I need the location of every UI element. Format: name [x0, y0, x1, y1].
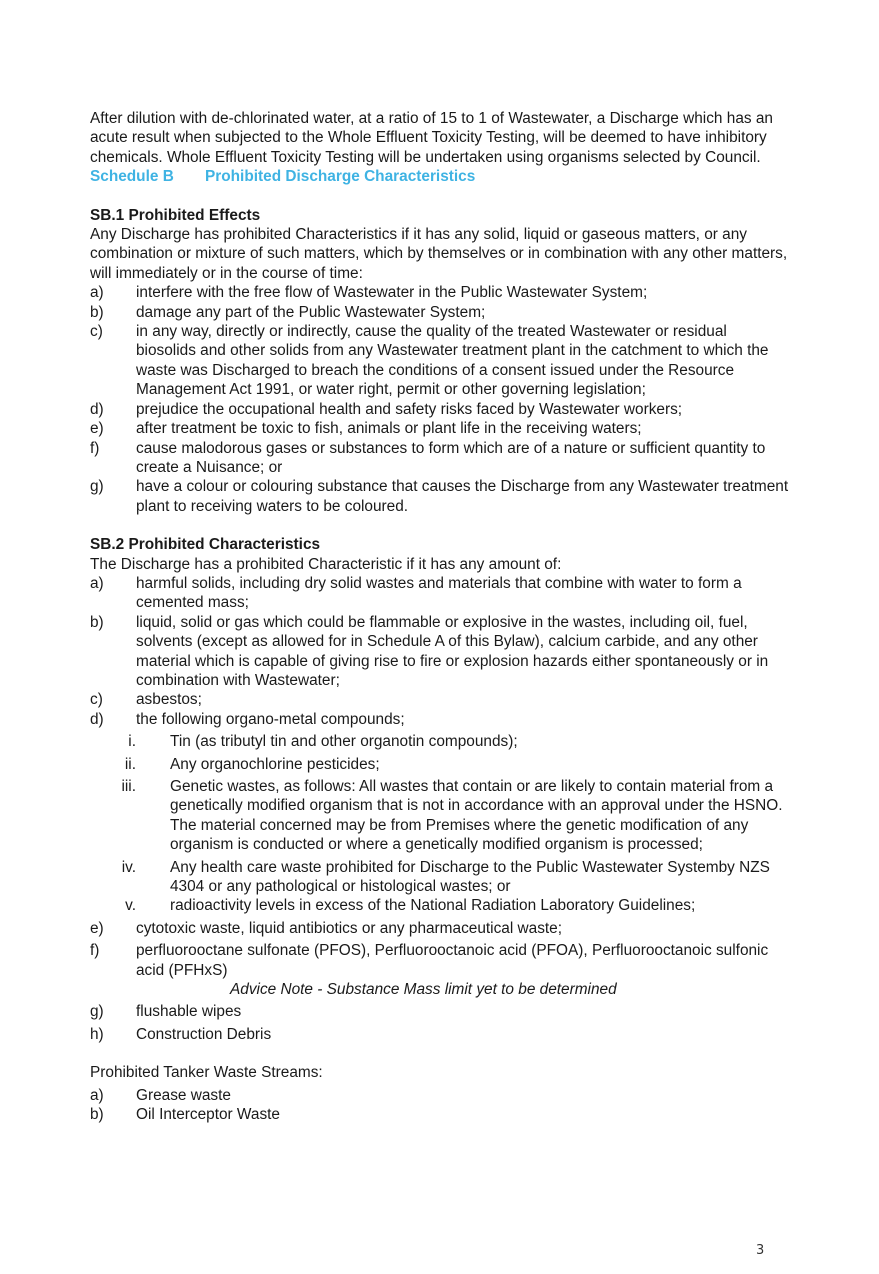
sublist-marker: iii.: [121, 778, 136, 795]
list-text: perfluorooctane sulfonate (PFOS), Perfluorooctanoic acid (PFOA), Perfluorooctanoic sulfonic acid (PFHxS): [136, 942, 769, 979]
schedule-code: Schedule B: [90, 168, 174, 186]
list-item: [90, 574, 790, 613]
sublist-item: [90, 858, 790, 897]
sublist-text: radioactivity levels in excess of the National Radiation Laboratory Guidelines;: [170, 897, 696, 915]
list-marker: a): [90, 284, 104, 302]
intro-paragraph: After dilution with de-chlorinated water, at a ratio of 15 to 1 of Wastewater, a Discharge which has an acute result when subjected to the Whole Effluent Toxicity Testing, will be deemed to have inhibitory chemicals. Whole Effluent Toxicity Testing will be undertaken using organisms selected by Council.: [90, 110, 773, 166]
sublist-item: [90, 732, 790, 751]
sublist-marker: iv.: [121, 858, 136, 876]
sublist-marker: i.: [128, 733, 136, 751]
sb1-list: [90, 283, 790, 516]
spacer: [90, 1044, 790, 1063]
list-text: cause malodorous gases or substances to form which are of a nature or sufficient quantity to create a Nuisance; or: [136, 439, 766, 476]
list-item: [90, 303, 790, 322]
sb2-list: [90, 574, 790, 1044]
tanker-list: [90, 1083, 790, 1125]
sublist-item: [90, 896, 790, 915]
list-marker: c): [90, 323, 103, 341]
list-marker: f): [90, 942, 100, 960]
list-text: harmful solids, including dry solid wastes and materials that combine with water to form a cemented mass;: [136, 574, 742, 612]
list-marker: d): [90, 710, 104, 728]
list-marker: a): [90, 574, 104, 592]
list-text: flushable wipes: [136, 1003, 242, 1021]
page-number: 3: [756, 1243, 765, 1258]
sb1-intro: Any Discharge has prohibited Characteristics if it has any solid, liquid or gaseous matters, or any combination or mixture of such matters, which by themselves or in combination with any other matters, will immediately or in the course of time:: [90, 226, 788, 282]
list-marker: b): [90, 1106, 104, 1124]
sublist-marker: v.: [125, 897, 136, 915]
list-text: the following organo-metal compounds;: [136, 710, 405, 728]
sublist-marker: ii.: [124, 755, 136, 773]
list-item: [90, 1002, 790, 1021]
list-item: [90, 1105, 790, 1124]
list-text: asbestos;: [136, 691, 202, 709]
schedule-title: Prohibited Discharge Characteristics: [205, 168, 476, 186]
sublist-text: Any health care waste prohibited for Discharge to the Public Wastewater Systemby NZS 4304 or any pathological or histological wastes; or: [170, 858, 770, 896]
list-text: damage any part of the Public Wastewater System;: [136, 303, 486, 321]
list-text: cytotoxic waste, liquid antibiotics or any pharmaceutical waste;: [136, 919, 563, 937]
list-marker: g): [90, 478, 104, 496]
list-marker: d): [90, 400, 104, 418]
list-text: Grease waste: [136, 1086, 231, 1104]
list-text: liquid, solid or gas which could be flammable or explosive in the wastes, including oil, fuel, solvents (except as allowed for in Schedule A of this Bylaw), calcium carbide, and any other material which is capable of giving rise to fire or explosion hazards either spontaneously or in combination with Wastewater;: [136, 613, 769, 689]
list-text: have a colour or colouring substance that causes the Discharge from any Wastewater treatment plant to receiving waters to be coloured.: [136, 478, 789, 515]
sublist-text: Genetic wastes, as follows: All wastes that contain or are likely to contain material from a genetically modified organism that is not in accordance with an approval under the HSNO. The material concerned may be from Premises where the genetic modification of any organism is conducted or where a genetically modified organism is processed;: [170, 778, 783, 854]
list-marker: b): [90, 303, 104, 321]
sb2-heading: SB.2 Prohibited Characteristics: [90, 536, 321, 554]
sublist-item: [90, 755, 790, 774]
list-marker: f): [90, 439, 100, 457]
sublist-item: [90, 777, 790, 855]
list-item: [90, 1086, 790, 1105]
schedule-heading: [90, 167, 790, 186]
list-item: [90, 439, 790, 478]
list-item: [90, 477, 790, 516]
list-item: [90, 919, 790, 938]
list-item: [90, 1025, 790, 1044]
list-marker: e): [90, 420, 104, 438]
list-marker: c): [90, 691, 103, 709]
tanker-heading: Prohibited Tanker Waste Streams:: [90, 1064, 323, 1082]
sublist-text: Any organochlorine pesticides;: [170, 755, 380, 773]
list-marker: h): [90, 1025, 104, 1043]
list-item: [90, 710, 790, 729]
list-text: prejudice the occupational health and safety risks faced by Wastewater workers;: [136, 400, 683, 418]
list-marker: b): [90, 613, 104, 631]
list-marker: a): [90, 1086, 104, 1104]
list-item: [90, 613, 790, 691]
list-marker: g): [90, 1003, 104, 1021]
list-text: after treatment be toxic to fish, animals or plant life in the receiving waters;: [136, 420, 642, 438]
list-item: [90, 690, 790, 709]
list-marker: e): [90, 919, 104, 937]
spacer: [90, 516, 790, 535]
list-text: interfere with the free flow of Wastewater in the Public Wastewater System;: [136, 284, 648, 302]
sb1-heading: SB.1 Prohibited Effects: [90, 206, 261, 224]
sublist-text: Tin (as tributyl tin and other organotin compounds);: [170, 733, 518, 751]
list-item: [90, 283, 790, 302]
list-item: [90, 419, 790, 438]
list-item: [90, 400, 790, 419]
list-text: Oil Interceptor Waste: [136, 1106, 280, 1124]
list-item: [90, 322, 790, 400]
advice-note: Advice Note - Substance Mass limit yet to be determined: [230, 981, 617, 999]
list-text: Construction Debris: [136, 1025, 272, 1043]
sb2-intro: The Discharge has a prohibited Characteristic if it has any amount of:: [90, 555, 562, 573]
list-item: [90, 941, 790, 980]
list-text: in any way, directly or indirectly, cause the quality of the treated Wastewater or residual biosolids and other solids from any Wastewater treatment plant in the catchment to which the waste was Discharged to breach the conditions of a consent issued under the Resource Management Act 1991, or water right, permit or other governing legislation;: [136, 323, 769, 399]
document-page: [90, 109, 790, 1125]
